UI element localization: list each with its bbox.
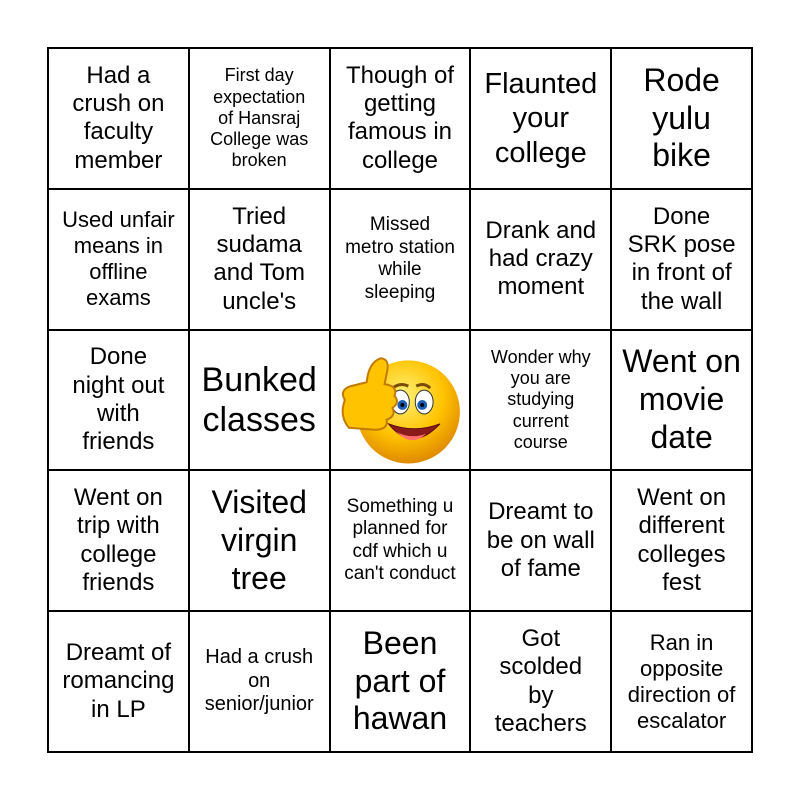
- bingo-cell[interactable]: First day expectation of Hansraj College was broken: [189, 48, 330, 189]
- bingo-cell[interactable]: Bunked classes: [189, 330, 330, 471]
- bingo-cell[interactable]: Though of getting famous in college: [330, 48, 471, 189]
- bingo-cell[interactable]: Visited virgin tree: [189, 470, 330, 611]
- bingo-card: [47, 47, 753, 753]
- free-space-cell[interactable]: [330, 330, 471, 471]
- bingo-cell[interactable]: Rode yulu bike: [611, 48, 752, 189]
- bingo-cell[interactable]: Went on movie date: [611, 330, 752, 471]
- bingo-cell[interactable]: Dreamt to be on wall of fame: [470, 470, 611, 611]
- bingo-cell[interactable]: Got scolded by teachers: [470, 611, 611, 752]
- bingo-cell[interactable]: Had a crush on senior/junior: [189, 611, 330, 752]
- bingo-cell[interactable]: Wonder why you are studying current course: [470, 330, 611, 471]
- bingo-cell[interactable]: Had a crush on faculty member: [48, 48, 189, 189]
- smiley-thumbs-up-icon: [331, 330, 470, 470]
- bingo-cell[interactable]: Ran in opposite direction of escalator: [611, 611, 752, 752]
- bingo-cell[interactable]: Done night out with friends: [48, 330, 189, 471]
- bingo-cell[interactable]: Dreamt of romancing in LP: [48, 611, 189, 752]
- bingo-cell[interactable]: Drank and had crazy moment: [470, 189, 611, 330]
- bingo-cell[interactable]: Went on different colleges fest: [611, 470, 752, 611]
- bingo-cell[interactable]: Tried sudama and Tom uncle's: [189, 189, 330, 330]
- bingo-cell[interactable]: Something u planned for cdf which u can't conduct: [330, 470, 471, 611]
- bingo-cell[interactable]: Used unfair means in offline exams: [48, 189, 189, 330]
- bingo-cell[interactable]: Missed metro station while sleeping: [330, 189, 471, 330]
- bingo-cell[interactable]: Done SRK pose in front of the wall: [611, 189, 752, 330]
- bingo-cell[interactable]: Flaunted your college: [470, 48, 611, 189]
- bingo-cell[interactable]: Went on trip with college friends: [48, 470, 189, 611]
- bingo-cell[interactable]: Been part of hawan: [330, 611, 471, 752]
